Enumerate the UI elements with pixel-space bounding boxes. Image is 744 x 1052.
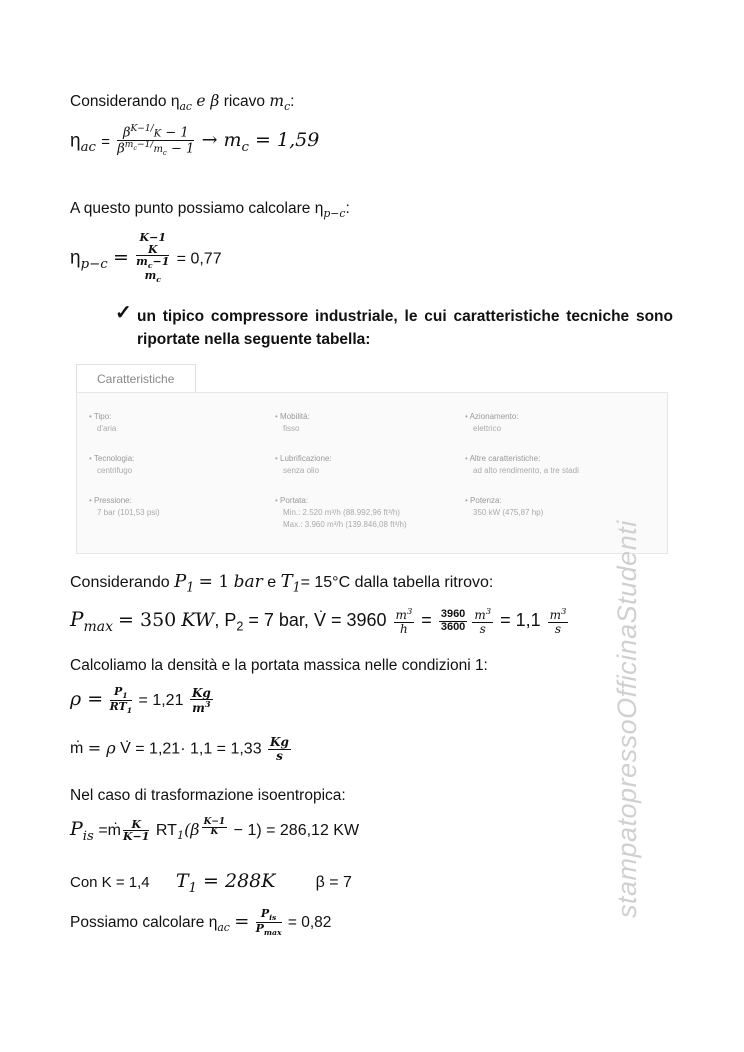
spec-cell: • Potenza: 350 kW (475,87 hp) <box>465 495 543 519</box>
text-line-6: Con K = 1,4 $T_1 = 288K$ β = 7 <box>70 870 352 896</box>
equation-p-is: $P_{is}$ =. m $\frac{K}{K-1}$ $RT_1(\beta$ $^{\frac{K-1}{K}}$ − 1) = 286,12 KW <box>70 818 359 844</box>
checkmark-icon: ✓ <box>115 302 132 324</box>
text-line-4: Calcoliamo la densità e la portata massica nelle condizioni 1: <box>70 657 488 674</box>
tab-caratteristiche[interactable]: Caratteristiche <box>76 364 196 392</box>
specs-table <box>76 364 668 554</box>
watermark-text: stampatopressoOfficinaStudenti <box>612 520 642 918</box>
spec-cell: • Tipo: d'aria <box>89 411 116 435</box>
equation-mass-flow: . m = ρ . V = 1,21· 1,1 = 1,33 $\frac{Kg}{s}$ <box>70 736 293 762</box>
text-line-1: Considerando $\eta_{ac}$ e β ricavo $m_c$: <box>70 92 295 114</box>
spec-cell: • Portata: Min.: 2.520 m³/h (88.992,96 ft³/h) Max.: 3.960 m³/h (139.846,08 ft³/h) <box>275 495 407 531</box>
equation-eta-ac: $\eta_{ac}$ = $\frac{\beta^{K-1/}K - 1}{\beta^{m_c-1/}m_c - 1}$ → $m_c = 1,59$ <box>70 124 320 158</box>
spec-cell: • Lubrificazione: senza olio <box>275 453 332 477</box>
spec-cell: • Azionamento: elettrico <box>465 411 519 435</box>
spec-cell: • Tecnologia: centrifugo <box>89 453 134 477</box>
specs-box <box>76 392 668 554</box>
text-line-3: Considerando $P_1 = 1$ bar e $T_1= 15^\circ C$ dalla tabella ritrovo: <box>70 571 494 595</box>
equation-pmax: $P_{max} = 350$ KW, $P_2 = 7$ bar, . V = 3960 $\frac{m^3}{h}$ = $\frac{3960}{3600}$ $\frac{m^3}{s}$ = 1,1 $\frac{m^3}{s}$ <box>70 607 570 635</box>
bullet-text: un tipico compressore industriale, le cui caratteristiche tecniche sono riportate nella seguente tabella: <box>137 308 673 348</box>
text-line-5: Nel caso di trasformazione isoentropica: <box>70 787 346 804</box>
spec-cell: • Altre caratteristiche: ad alto rendimento, a tre stadi <box>465 453 579 477</box>
spec-cell: • Pressione: 7 bar (101,53 psi) <box>89 495 160 519</box>
text-line-7: Possiamo calcolare $\eta_{ac}$ = $\frac{P_{is}}{P_{max}}$ = 0,82 <box>70 907 332 938</box>
equation-eta-pc: $\eta_{p-c}$ = K−1 K $m_c-1$ $m_c$ = 0,77 <box>70 231 222 285</box>
equation-density: ρ = $\frac{P_1}{RT_1}$ = 1,21 $\frac{Kg}{m^3}$ <box>70 685 211 716</box>
text-line-2: A questo punto possiamo calcolare $\eta_{p-c}$: <box>70 200 350 221</box>
spec-cell: • Mobilità: fisso <box>275 411 310 435</box>
